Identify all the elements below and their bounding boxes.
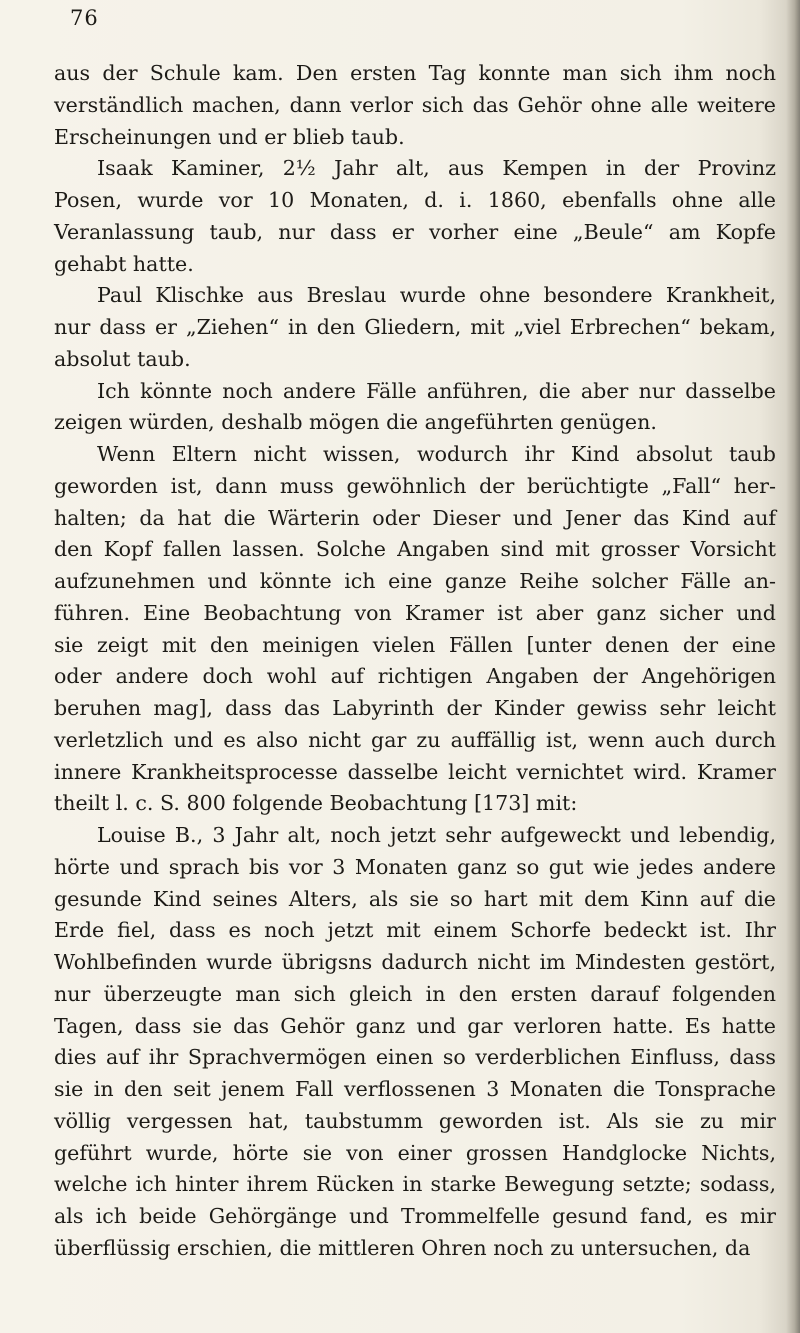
text-line: dies auf ihr Sprachvermögen einen so verderblichen Einfluss, dass — [54, 1045, 776, 1070]
paragraph — [54, 820, 776, 1265]
text-line: Ich könnte noch andere Fälle anführen, die aber nur dasselbe — [97, 378, 776, 403]
page-text — [54, 58, 776, 1265]
text-line: den Kopf fallen lassen. Solche Angaben sind mit grosser Vorsicht — [54, 537, 776, 562]
paragraph — [54, 153, 776, 280]
paragraph — [54, 280, 776, 375]
text-line: oder andere doch wohl auf richtigen Angaben der Angehörigen — [54, 664, 776, 689]
text-line: theilt l. c. S. 800 folgende Beobachtung [173] mit: — [54, 791, 578, 816]
text-line: aus der Schule kam. Den ersten Tag konnte man sich ihm noch — [54, 61, 776, 85]
text-line: als ich beide Gehörgänge und Trommelfelle gesund fand, es mir — [54, 1204, 776, 1228]
page-number: 76 — [70, 6, 99, 30]
text-line: verständlich machen, dann verlor sich das Gehör ohne alle weitere — [54, 92, 776, 117]
text-line: Posen, wurde vor 10 Monaten, d. i. 1860, ebenfalls ohne alle — [54, 188, 776, 212]
text-line: Paul Klischke aus Breslau wurde ohne besondere Krankheit, — [97, 283, 776, 308]
text-line: Erde fiel, dass es noch jetzt mit einem Schorfe bedeckt ist. Ihr — [54, 918, 776, 943]
text-line: führen. Eine Beobachtung von Kramer ist aber ganz sicher und — [54, 600, 776, 625]
text-line: Veranlassung taub, nur dass er vorher eine „Beule“ am Kopfe — [54, 219, 776, 244]
text-line: Isaak Kaminer, 2½ Jahr alt, aus Kempen in der Provinz — [97, 156, 776, 181]
paragraph — [54, 58, 776, 153]
text-line: verletzlich und es also nicht gar zu auffällig ist, wenn auch durch — [54, 727, 776, 752]
text-line: Wenn Eltern nicht wissen, wodurch ihr Kind absolut taub — [97, 442, 776, 466]
text-line: zeigen würden, deshalb mögen die angeführten genügen. — [54, 410, 657, 435]
text-line: sie in den seit jenem Fall verflossenen 3 Monaten die Tonsprache — [54, 1077, 776, 1101]
text-line: welche ich hinter ihrem Rücken in starke Bewegung setzte; sodass, — [54, 1172, 776, 1197]
text-line: gehabt hatte. — [54, 251, 194, 276]
text-line: absolut taub. — [54, 346, 191, 371]
paragraph — [54, 376, 776, 440]
text-line: sie zeigt mit den meinigen vielen Fällen [unter denen der eine — [54, 632, 776, 657]
text-line: innere Krankheitsprocesse dasselbe leicht vernichtet wird. Kramer — [54, 759, 776, 784]
paragraph — [54, 439, 776, 820]
page-edge-shadow — [786, 0, 800, 1333]
text-line: geführt wurde, hörte sie von einer grossen Handglocke Nichts, — [54, 1140, 776, 1165]
text-line: Wohlbefinden wurde übrigsns dadurch nicht im Mindesten gestört, — [54, 950, 776, 974]
text-line: nur überzeugte man sich gleich in den ersten darauf folgenden — [54, 981, 776, 1006]
text-line: überflüssig erschien, die mittleren Ohren noch zu untersuchen, da — [54, 1235, 751, 1260]
text-line: hörte und sprach bis vor 3 Monaten ganz so gut wie jedes andere — [54, 854, 776, 879]
text-line: völlig vergessen hat, taubstumm geworden ist. Als sie zu mir — [54, 1108, 776, 1133]
text-line: gesunde Kind seines Alters, als sie so hart mit dem Kinn auf die — [54, 886, 776, 911]
text-line: halten; da hat die Wärterin oder Dieser und Jener das Kind auf — [54, 505, 776, 530]
text-line: geworden ist, dann muss gewöhnlich der berüchtigte „Fall“ her- — [54, 473, 776, 498]
text-line: Erscheinungen und er blieb taub. — [54, 124, 405, 149]
text-line: beruhen mag], dass das Labyrinth der Kinder gewiss sehr leicht — [54, 696, 776, 720]
text-line: Tagen, dass sie das Gehör ganz und gar verloren hatte. Es hatte — [54, 1013, 776, 1038]
text-line: aufzunehmen und könnte ich eine ganze Reihe solcher Fälle an- — [54, 569, 776, 593]
text-line: nur dass er „Ziehen“ in den Gliedern, mit „viel Erbrechen“ bekam, — [54, 315, 776, 339]
text-line: Louise B., 3 Jahr alt, noch jetzt sehr aufgeweckt und lebendig, — [97, 823, 776, 847]
